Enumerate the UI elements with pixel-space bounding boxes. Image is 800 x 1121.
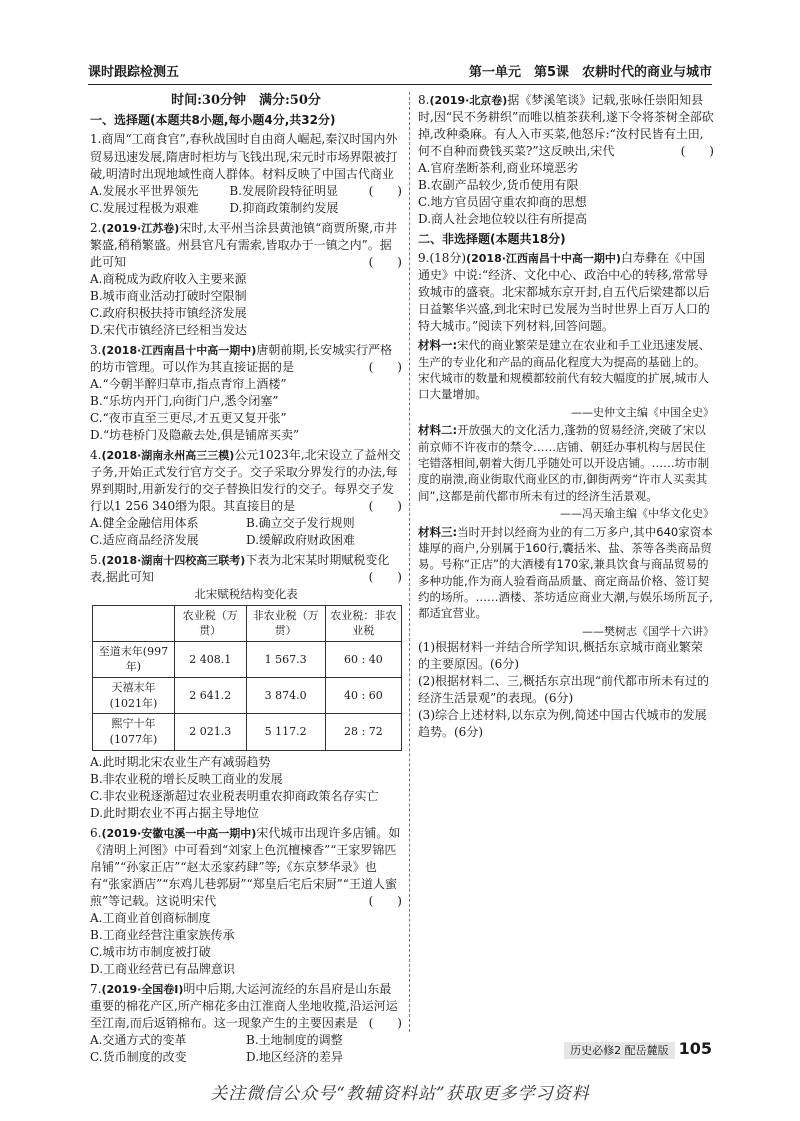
subquestion-3: (3)综合上述材料,以东京为例,简述中国古代城市的发展趋势。(6分): [418, 708, 707, 740]
subquestion-1: (1)根据材料一并结合所学知识,概括东京城市商业繁荣的主要原因。(6分): [418, 640, 703, 672]
question-4: 4.(2018·湖南永州高三三模)公元1023年,北宋设立了益州交子务,开始正式发行官方交子。交子采取分界发行的办法,每界到期时,用新发行的交子替换旧发行的交子。每界交子发行以1 256 340缗为限。其直接目的是 ( ) A.健全金融信用体系 B.确立交子发行规则 C.适应商品经济发展 D.缓解政府财政困难: [90, 447, 402, 549]
q5-option-a: A.此时期北宋农业生产有减弱趋势: [90, 754, 271, 769]
cell-nonagri: 3 874.0: [246, 678, 325, 714]
q8-option-d: D.商人社会地位较以往有所提高: [418, 212, 588, 227]
q8-option-a: A.官府垄断茶利,商业环境恶劣: [418, 161, 579, 176]
table-row: [93, 714, 402, 750]
q1-option-a: A.发展水平世界领先: [90, 183, 199, 198]
q6-source: (2019·安徽屯溪一中高一期中): [101, 826, 257, 840]
q7-stem: 明中后期,大运河流经的东昌府是山东最重要的棉花产区,所产棉花多由江淮商人坐地收揽,沿运河运至江南,而后返销棉布。这一现象产生的主要因素是: [90, 981, 398, 1030]
table-corner: [93, 605, 175, 641]
cell-agri: 2 021.3: [174, 714, 246, 750]
page-number: 105: [678, 1039, 712, 1058]
col-header-agri: 农业税（万贯）: [174, 605, 246, 641]
q2-source: (2019·江苏卷): [101, 221, 180, 235]
q5-option-d: D.此时期农业不再占据主导地位: [90, 805, 260, 820]
q9-source: (2018·江西南昌十中高一期中): [466, 252, 621, 266]
cell-ratio: 40 : 60: [325, 678, 401, 714]
q6-option-b: B.工商业经营注重家族传承: [90, 927, 235, 942]
q3-option-c: C.“夜市直至三更尽,才五更又复开张”: [90, 410, 287, 425]
left-column: [90, 92, 402, 1069]
question-8: 8.(2019·北京卷)据《梦溪笔谈》记载,张咏任崇阳知县时,因“民不务耕织”而唯以植茶获利,遂下令将茶树全部砍掉,改种桑麻。有人入市买菜,他怒斥:“汝村民皆有土田,何不自种而费钱买菜?”这反映出,宋代 ( ) A.官府垄断茶利,商业环境恶劣 B.农副产品较少,货币使用有限 C.地方官员固守重农抑商的思想 D.商人社会地位较以往有所提高: [418, 92, 714, 228]
question-9: [418, 250, 714, 741]
tax-table: [92, 605, 402, 751]
question-7: 7.(2019·全国卷Ⅰ)明中后期,大运河流经的东昌府是山东最重要的棉花产区,所产棉花多由江淮商人坐地收揽,沿运河运至江南,而后返销棉布。这一现象产生的主要因素是 ( ) A.交通方式的变革 B.土地制度的调整 C.货币制度的改变 D.地区经济的差异: [90, 981, 402, 1066]
q7-option-d: D.地区经济的差异: [246, 1050, 344, 1065]
q4-option-c: C.适应商品经济发展: [90, 533, 199, 548]
cell-ratio: 60 : 40: [325, 641, 401, 677]
section-essay-title: 二、非选择题(本题共18分): [418, 232, 566, 247]
subquestion-2: (2)根据材料二、三,概括东京出现“前代都市所未有过的经济生活景观”的表现。(6分): [418, 674, 709, 706]
q1-option-b: B.发展阶段特征明显: [229, 183, 338, 198]
q3-option-a: A.“今朝半醉归草市,指点青帘上酒楼”: [90, 376, 287, 391]
material-text: 当时开封以经商为业的有二万多户,其中640家资本雄厚的商户,分别属于160行,囊括米、盐、茶等各类商品贸易。号称“正店”的大酒楼有170家,兼具饮食与商品贸易的多种功能,作为商人验看商品质量、商定商品价格、签订契约的场所。……酒楼、茶坊适应商业大潮,与娱乐场所瓦子,都适宜营业。: [418, 524, 713, 621]
q4-source: (2018·湖南永州高三三模): [101, 449, 235, 463]
right-column: [418, 92, 714, 744]
question-2: 2.(2019·江苏卷)宋时,太平州当涂县黄池镇“商贾所聚,市井繁盛,稍稍繁盛。州县官凡有需索,皆取办于一镇之内”。据此可知 ( ) A.商税成为政府收入主要来源 B.城市商业活动打破时空限制 C.政府积极扶持市镇经济发展 D.宋代市镇经济已经相当发达: [90, 220, 402, 339]
answer-paren: ( ): [368, 570, 402, 585]
material-2: [418, 422, 714, 504]
material-block: [418, 337, 714, 639]
row-year: 至道末年(997年): [93, 641, 175, 677]
watermark-text: 关注微信公众号“教辅资料站”获取更多学习资料: [210, 1084, 590, 1104]
material-1: [418, 337, 714, 402]
material-label: 材料二:: [418, 423, 458, 438]
q2-stem: 宋时,太平州当涂县黄池镇“商贾所聚,市井繁盛,稍稍繁盛。州县官凡有需索,皆取办于一镇之内”。据此可知: [90, 220, 398, 269]
answer-paren: ( ): [368, 254, 402, 269]
header-right: 第一单元 第5课 农耕时代的商业与城市: [468, 65, 712, 80]
row-year: 天禧末年(1021年): [93, 678, 175, 714]
q7-option-b: B.土地制度的调整: [246, 1033, 343, 1047]
answer-paren: ( ): [368, 893, 402, 908]
answer-paren: ( ): [368, 359, 402, 374]
q7-option-c: C.货币制度的改变: [90, 1050, 187, 1065]
q3-option-b: B.“乐坊内开门,向街门户,悉令闭塞”: [90, 393, 279, 408]
q6-option-a: A.工商业首创商标制度: [90, 910, 211, 925]
q2-option-c: C.政府积极扶持市镇经济发展: [90, 305, 247, 320]
q3-option-d: D.“坊巷桥门及隐蔽去处,俱是铺席买卖”: [90, 428, 300, 443]
table-caption: 北宋赋税结构变化表: [194, 587, 298, 602]
book-title: 历史必修2 配岳麓版: [564, 1042, 675, 1059]
q1-option-c: C.发展过程极为艰难: [90, 200, 199, 215]
table-row: [93, 641, 402, 677]
q5-option-c: C.非农业税逐渐超过农业税表明重农抑商政策名存实亡: [90, 788, 379, 803]
q4-option-d: D.缓解政府财政困难: [246, 533, 356, 548]
material-label: 材料三:: [418, 524, 458, 539]
q5-option-b: B.非农业税的增长反映工商业的发展: [90, 771, 283, 786]
answer-paren: ( ): [368, 183, 402, 198]
q9-stem: 白寿彝在《中国通史》中说:“经济、文化中心、政治中心的转移,常常导致城市的盛衰。北宋都城东京开封,自五代后梁建都以后日益繁华兴盛,到北宋时已发展为当时世界上百万人口的特大城市。”阅读下列材料,回答问题。: [418, 251, 710, 334]
q9-head: 9.(18分): [418, 251, 467, 266]
q6-stem: 宋代城市出现许多店铺。如《清明上河图》中可看到“刘家上色沉檀楝香”“王家罗锦匹帛铺”“孙家正店”“赵太丞家药肆”等;《东京梦华录》也有“张家酒店”“东鸡儿巷郭厨”“郑皇后宅后宋厨”“王道人蜜煎”等记载。这说明宋代: [90, 825, 401, 908]
col-header-nonagri: 非农业税（万贯）: [246, 605, 325, 641]
q6-option-c: C.城市坊市制度被打破: [90, 944, 211, 959]
q5-stem: 下表为北宋某时期赋税变化表,据此可知: [90, 553, 390, 585]
column-divider: [409, 92, 410, 1032]
q8-option-b: B.农副产品较少,货币使用有限: [418, 178, 579, 193]
q2-option-a: A.商税成为政府收入主要来源: [90, 271, 247, 286]
material-citation: ——樊树志《国学十六讲》: [582, 624, 714, 638]
material-label: 材料一:: [418, 338, 458, 353]
material-text: 开放强大的文化活力,蓬勃的贸易经济,突破了宋以前京师不许夜市的禁令……店铺、朝廷办事机构与居民住宅错落相间,朝着大街几乎随处可以开设店铺。……坊市制度的崩溃,商业街取代商业区的市,御街两旁“许市人买卖其间”,这都是前代都市所未有过的经济生活景观。: [418, 423, 710, 503]
answer-paren: ( ): [680, 144, 714, 159]
q8-source: (2019·北京卷): [429, 94, 508, 107]
table-row: [93, 678, 402, 714]
page-footer: [564, 1038, 712, 1061]
cell-agri: 2 408.1: [174, 641, 246, 677]
q8-stem: 据《梦溪笔谈》记载,张咏任崇阳知县时,因“民不务耕织”而唯以植茶获利,遂下令将茶树全部砍掉,改种桑麻。有人入市买菜,他怒斥:“汝村民皆有土田,何不自种而费钱买菜?”这反映出,宋代: [418, 93, 714, 159]
q8-option-c: C.地方官员固守重农抑商的思想: [418, 195, 587, 210]
table-header-row: [93, 605, 402, 641]
cell-nonagri: 1 567.3: [246, 641, 325, 677]
material-text: 宋代的商业繁荣是建立在农业和手工业迅速发展、生产的专业化和产品的商品化程度大为提高的基础上的。宋代城市的数量和规模都较前代有较大幅度的扩展,城市人口大量增加。: [418, 338, 711, 402]
answer-paren: ( ): [368, 1015, 402, 1030]
cell-ratio: 28 : 72: [325, 714, 401, 750]
cell-agri: 2 641.2: [174, 678, 246, 714]
time-score: 时间:30分钟 满分:50分: [171, 93, 321, 108]
q4-option-a: A.健全金融信用体系: [90, 516, 199, 531]
header-left: 课时跟踪检测五: [88, 65, 180, 80]
question-3: 3.(2018·江西南昌十中高一期中)唐朝前期,长安城实行严格的坊市管理。可以作为其直接证据的是 ( ) A.“今朝半醉归草市,指点青帘上酒楼” B.“乐坊内开门,向街门户,悉令闭塞” C.“夜市直至三更尽,才五更又复开张” D.“坊巷桥门及隐蔽去处,俱是铺席买卖”: [90, 342, 402, 444]
q7-source: (2019·全国卷Ⅰ): [101, 982, 184, 996]
col-header-ratio: 农业税：非农业税: [325, 605, 401, 641]
q1-stem: 1.商周“工商食官”,春秋战国时自由商人崛起,秦汉时国内外贸易迅速发展,隋唐时柜坊与飞钱出现,宋元时市场界限被打破,明清时出现地域性商人群体。材料反映了中国古代商业: [90, 132, 398, 181]
q4-option-b: B.确立交子发行规则: [246, 516, 355, 531]
question-5: 5.(2018·湖南十四校高三联考)下表为北宋某时期赋税变化表,据此可知 ( ) 北宋赋税结构变化表 农业税（万贯） 非农业税（万贯） 农业税：非农业税 至道末年(997年) 2 408.1 1 567.3 60 : 40 天禧末年(1021年) 2 641.2 3 874.0 40 : 60 熙宁十年(1077年) 2 021.3 5 117.2 28 : 72 A.此时期北宋农业生产有减弱趋势 B.非农业税的增长反映工商业的发展 C.非农业税逐渐超过农业税表明重农抑商政策名存实亡 D.此时期农业不再占据主导地位: [90, 552, 402, 821]
q5-source: (2018·湖南十四校高三联考): [101, 554, 246, 568]
q3-source: (2018·江西南昌十中高一期中): [101, 343, 257, 357]
q1-option-d: D.抑商政策制约发展: [229, 200, 339, 215]
material-citation: ——史仲文主编《中国全史》: [571, 405, 714, 419]
q7-option-a: A.交通方式的变革: [90, 1033, 187, 1047]
answer-paren: ( ): [368, 499, 402, 514]
material-3: [418, 524, 714, 622]
q6-option-d: D.工商业经营已有品牌意识: [90, 961, 236, 976]
q4-stem: 公元1023年,北宋设立了益州交子务,开始正式发行官方交子。交子采取分界发行的办法,每界到期时,用新发行的交子替换旧发行的交子。每界交子发行以1 256 340缗为限。其直接目的是: [90, 448, 401, 514]
cell-nonagri: 5 117.2: [246, 714, 325, 750]
q3-stem: 唐朝前期,长安城实行严格的坊市管理。可以作为其直接证据的是: [90, 342, 393, 374]
q2-option-d: D.宋代市镇经济已经相当发达: [90, 322, 248, 337]
material-citation: ——冯天瑜主编《中华文化史》: [560, 507, 714, 520]
q2-option-b: B.城市商业活动打破时空限制: [90, 288, 247, 303]
row-year: 熙宁十年(1077年): [93, 714, 175, 750]
question-6: 6.(2019·安徽屯溪一中高一期中)宋代城市出现许多店铺。如《清明上河图》中可看到“刘家上色沉檀楝香”“王家罗锦匹帛铺”“孙家正店”“赵太丞家药肆”等;《东京梦华录》也有“张家酒店”“东鸡儿巷郭厨”“郑皇后宅后宋厨”“王道人蜜煎”等记载。这说明宋代 ( ) A.工商业首创商标制度 B.工商业经营注重家族传承 C.城市坊市制度被打破 D.工商业经营已有品牌意识: [90, 825, 402, 978]
section-choice-title: 一、选择题(本题共8小题,每小题4分,共32分): [90, 113, 336, 128]
question-1: [90, 131, 402, 216]
page-header: [88, 62, 712, 85]
